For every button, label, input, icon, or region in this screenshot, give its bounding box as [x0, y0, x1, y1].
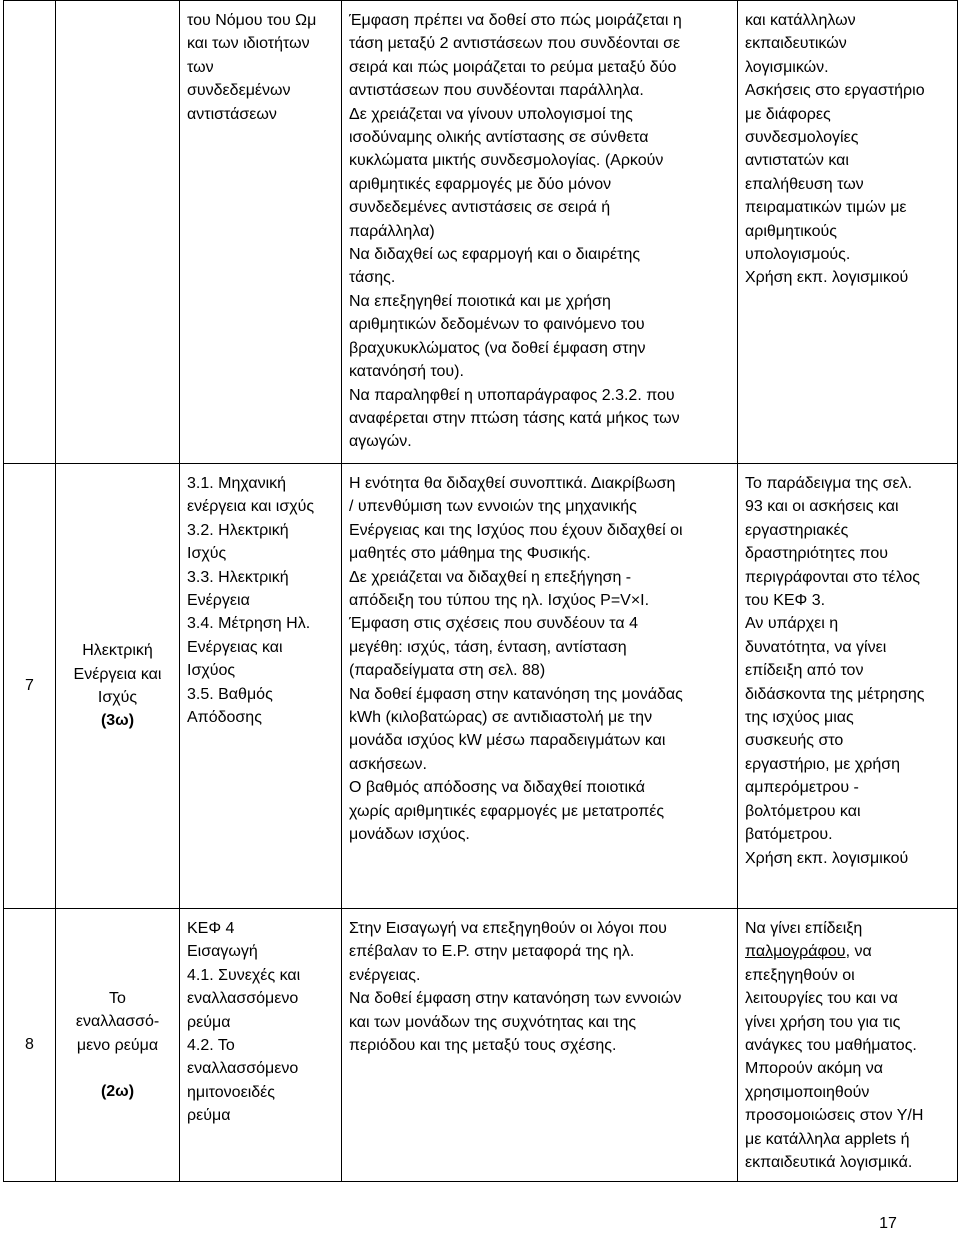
activity-line: συνδεσμολογίες [745, 129, 859, 147]
activity-line: αντιστατών και [745, 152, 849, 170]
activity-line: αμπερόμετρου - [745, 779, 859, 797]
topic-line: και των ιδιοτήτων [187, 35, 310, 53]
row-number: 7 [25, 677, 34, 695]
topic-line: Εισαγωγή [187, 943, 258, 961]
guideline-line: τάση μεταξύ 2 αντιστάσεων που συνδέονται σε [349, 35, 681, 53]
unit-title-line: Ισχύς [97, 689, 138, 706]
activity-line: Το παράδειγμα της σελ. [745, 475, 913, 492]
guideline-line: αριθμητικές εφαρμογές με δύο μόνον [349, 175, 612, 193]
guideline-line: σειρά και πώς μοιράζεται το ρεύμα μεταξύ δύο [349, 58, 677, 76]
topic-line: του Νόμου του Ωμ [187, 12, 317, 29]
topic-line: Απόδοσης [187, 709, 262, 727]
activity-line: συσκευής στο [745, 732, 844, 750]
activity-line: Να γίνει επίδειξη [745, 920, 863, 937]
topic-line: 4.1. Συνεχές και [187, 966, 301, 984]
topics-cell [180, 464, 342, 909]
guideline-line: τάσης. [349, 269, 396, 287]
guideline-line: ισοδύναμης ολικής αντίστασης σε σύνθετα [349, 129, 649, 147]
activity-text: , να [845, 943, 872, 961]
unit-title-line: Ηλεκτρική [82, 642, 153, 660]
unit-title-line: Ενέργεια και [73, 665, 162, 683]
guideline-line: αριθμητικών δεδομένων το φαινόμενο του [349, 316, 645, 334]
oscilloscope-link[interactable]: παλμογράφου [745, 943, 846, 961]
activity-line: χρησιμοποιηθούν [745, 1083, 870, 1101]
activity-line: ανάγκες του μαθήματος. [745, 1037, 917, 1055]
unit-title-line: Το [109, 989, 126, 1007]
guideline-line: μονάδα ισχύος kW μέσω παραδειγμάτων και [349, 732, 666, 750]
topic-line: εναλλασσόμενο [187, 1060, 299, 1078]
guideline-line: συνδεδεμένες αντιστάσεις σε σειρά ή [349, 199, 611, 217]
guidelines-cell [342, 1, 738, 464]
activity-line: λειτουργίες του και να [745, 990, 898, 1008]
activity-line: δραστηριότητες που [745, 545, 888, 563]
topics-cell [180, 909, 342, 1182]
topic-line: 3.2. Ηλεκτρική [187, 521, 289, 539]
activities-cell [738, 909, 958, 1182]
guideline-line: Να επεξηγηθεί ποιοτικά και με χρήση [349, 292, 611, 310]
unit-cell [56, 909, 180, 1182]
unit-hours: (2ω) [100, 1082, 135, 1100]
table-row [4, 464, 958, 909]
guideline-line: Έμφαση πρέπει να δοθεί στο πώς μοιράζεται η [349, 12, 682, 29]
topic-line: συνδεδεμένων [187, 82, 291, 100]
topic-line: αντιστάσεων [187, 105, 277, 123]
guideline-line: αντιστάσεων που συνδέονται παράλληλα. [349, 82, 644, 100]
activity-line: εκπαιδευτικών [745, 35, 847, 53]
topic-line: ημιτονοειδές [187, 1083, 275, 1101]
guideline-line: επέβαλαν το Ε.Ρ. στην μεταφορά της ηλ. [349, 943, 635, 961]
topic-line: Ισχύος [187, 662, 236, 680]
row-number-cell [4, 1, 56, 464]
guidelines-cell [342, 909, 738, 1182]
unit-title-line: εναλλασσό- [75, 1013, 160, 1031]
topic-line: Ισχύς [187, 545, 227, 563]
activity-line: εργαστηριακές [745, 521, 849, 539]
unit-cell [56, 464, 180, 909]
guideline-line: κατανόησή του). [349, 363, 464, 381]
guideline-line: και των μονάδων της συχνότητας και της [349, 1013, 637, 1031]
activity-line: του ΚΕΦ 3. [745, 592, 826, 610]
topic-line: ρεύμα [187, 1013, 231, 1031]
guideline-line: μαθητές στο μάθημα της Φυσικής. [349, 545, 591, 563]
topic-line: ΚΕΦ 4 [187, 920, 235, 937]
guideline-line: κυκλώματα μικτής συνδεσμολογίας. (Αρκούν [349, 152, 664, 170]
topic-line: 3.4. Μέτρηση Ηλ. [187, 615, 311, 633]
guideline-line: Να δοθεί έμφαση στην κατανόηση των εννοιών [349, 990, 682, 1008]
topic-line: ρεύμα [187, 1107, 231, 1125]
activities-cell [738, 1, 958, 464]
activity-line: επίδειξη από τον [745, 662, 864, 680]
table-row [4, 909, 958, 1182]
activity-line: και κατάλληλων [745, 12, 856, 29]
topic-line: ενέργεια και ισχύς [187, 498, 315, 516]
row-number-cell [4, 909, 56, 1182]
unit-cell [56, 1, 180, 464]
activity-line: βατόμετρου. [745, 826, 833, 844]
topic-line: εναλλασσόμενο [187, 990, 299, 1008]
guideline-line: Ενέργειας και της Ισχύος που έχουν διδαχθεί οι [349, 521, 683, 539]
topic-line: 3.5. Βαθμός [187, 685, 273, 703]
guidelines-cell [342, 464, 738, 909]
row-number-cell [4, 464, 56, 909]
activity-line: της ισχύος μιας [745, 709, 854, 727]
activity-line: γίνει χρήση του για τις [745, 1013, 901, 1031]
activity-line: Ασκήσεις στο εργαστήριο [745, 82, 925, 100]
activities-cell [738, 464, 958, 909]
topic-line: Ενέργεια [187, 592, 250, 610]
activity-line [745, 940, 953, 963]
activity-line: περιγράφονται στο τέλος [745, 568, 920, 586]
unit-title-line: μενο ρεύμα [76, 1036, 159, 1054]
guideline-line: Να παραληφθεί η υποπαράγραφος 2.3.2. που [349, 386, 675, 404]
guideline-line: (παραδείγματα στη σελ. 88) [349, 662, 546, 680]
guideline-line: Έμφαση στις σχέσεις που συνδέουν τα 4 [349, 615, 638, 633]
guideline-line: Να δοθεί έμφαση στην κατανόηση της μονάδας [349, 685, 683, 703]
activity-line: με διάφορες [745, 105, 831, 123]
topic-line: των [187, 58, 214, 76]
activity-line: 93 και οι ασκήσεις και [745, 498, 899, 516]
topic-line: 3.3. Ηλεκτρική [187, 568, 289, 586]
guideline-line: μεγέθη: ισχύς, τάση, ένταση, αντίσταση [349, 638, 627, 656]
guideline-line: Ο βαθμός απόδοσης να διδαχθεί ποιοτικά [349, 779, 646, 797]
activity-line: Αν υπάρχει η [745, 615, 839, 633]
unit-hours: (3ω) [100, 712, 135, 730]
topic-line: Ενέργειας και [187, 638, 283, 656]
activity-line: εργαστήριο, με χρήση [745, 755, 900, 773]
activity-line: εκπαιδευτικά λογισμικά. [745, 1154, 913, 1172]
guideline-line: Να διδαχθεί ως εφαρμογή και ο διαιρέτης [349, 246, 641, 264]
activity-line: με κατάλληλα applets ή [745, 1130, 910, 1148]
activity-line: πειραματικών τιμών με [745, 199, 907, 217]
guideline-line: / υπενθύμιση των εννοιών της μηχανικής [349, 498, 637, 516]
topic-line: 4.2. Το [187, 1037, 235, 1055]
topic-line: 3.1. Μηχανική [187, 475, 287, 492]
guideline-line: βραχυκυκλώματος (να δοθεί έμφαση στην [349, 339, 646, 357]
guideline-line: μονάδων ισχύος. [349, 826, 470, 844]
guideline-line: kWh (κιλοβατώρας) σε αντιδιαστολή με την [349, 709, 653, 727]
activity-line: βολτόμετρου και [745, 802, 861, 820]
topics-cell [180, 1, 342, 464]
activity-line: Χρήση εκπ. λογισμικού [745, 849, 909, 867]
page-number: 17 [879, 1215, 897, 1232]
guideline-line: αναφέρεται στην πτώση τάσης κατά μήκος των [349, 409, 680, 427]
activity-line: διδάσκοντα της μέτρησης [745, 685, 925, 703]
guideline-line: Δε χρειάζεται να διδαχθεί η επεξήγηση - [349, 568, 632, 586]
curriculum-table [3, 0, 958, 1182]
guideline-line: ασκήσεων. [349, 755, 427, 773]
activity-line: επεξηγηθούν οι [745, 966, 855, 984]
guideline-line: περιόδου και της μεταξύ τους σχέσης. [349, 1037, 617, 1055]
guideline-line: ενέργειας. [349, 966, 421, 984]
activity-line: προσομοιώσεις στον Υ/Η [745, 1107, 924, 1125]
spacer [60, 1057, 175, 1080]
activity-line: αριθμητικούς [745, 222, 837, 240]
guideline-line: αγωγών. [349, 433, 412, 451]
activity-line: επαλήθευση των [745, 175, 864, 193]
guideline-line: Στην Εισαγωγή να επεξηγηθούν οι λόγοι που [349, 920, 667, 937]
activity-line: δυνατότητα, να γίνει [745, 638, 887, 656]
activity-line: υπολογισμούς. [745, 246, 851, 264]
activity-line: λογισμικών. [745, 58, 829, 76]
activity-line: Χρήση εκπ. λογισμικού [745, 269, 909, 287]
guideline-line: Δε χρειάζεται να γίνουν υπολογισμοί της [349, 105, 633, 123]
guideline-line: Η ενότητα θα διδαχθεί συνοπτικά. Διακρίβωση [349, 475, 676, 492]
guideline-line: απόδειξη του τύπου της ηλ. Ισχύος P=V×I. [349, 592, 650, 610]
row-number: 8 [25, 1036, 34, 1054]
table-row [4, 1, 958, 464]
guideline-line: παράλληλα) [349, 222, 435, 240]
guideline-line: χωρίς αριθμητικές εφαρμογές με μετατροπές [349, 802, 665, 820]
activity-line: Μπορούν ακόμη να [745, 1060, 883, 1078]
